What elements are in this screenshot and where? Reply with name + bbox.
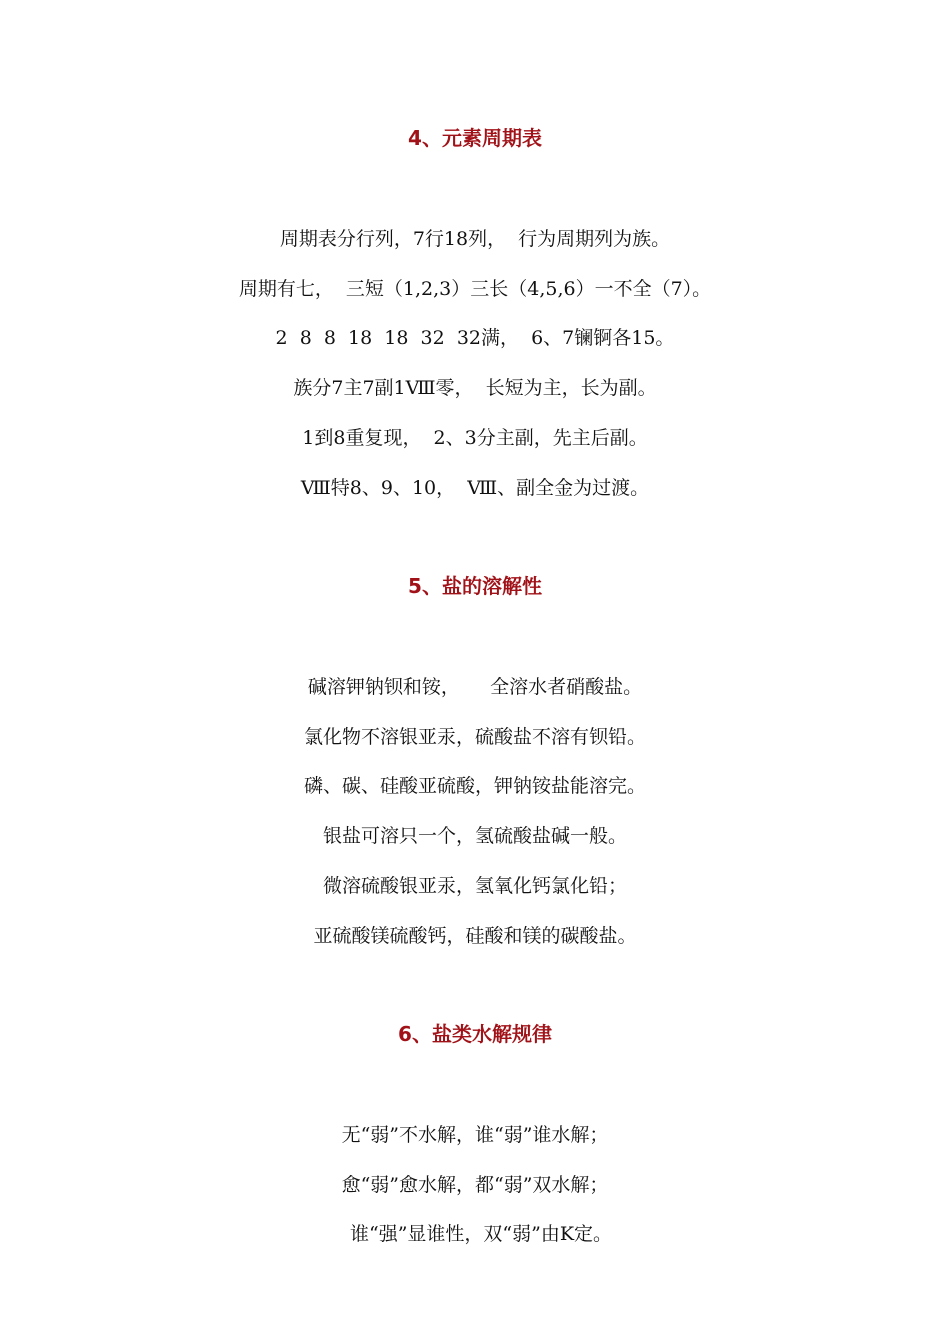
verse-line: 银盐可溶只一个，氢硫酸盐碱一般。 [322,825,627,847]
verse-line: 磷、碳、硅酸亚硫酸，钾钠铵盐能溶完。 [303,775,646,797]
section-heading-salt-solubility: 5、盐的溶解性 [408,574,542,598]
section-heading-salt-hydrolysis: 6、盐类水解规律 [398,1022,552,1046]
verse-line: 2 8 8 18 18 32 32满， 6、7镧锕各15。 [275,327,675,349]
verse-line: 氯化物不溶银亚汞，硫酸盐不溶有钡铅。 [303,726,646,748]
verse-line: 愈“弱”愈水解，都“弱”双水解； [341,1174,609,1196]
verse-line: 亚硫酸镁硫酸钙，硅酸和镁的碳酸盐。 [313,925,637,947]
verse-line: 周期有七， 三短（1,2,3）三长（4,5,6）一不全（7）。 [238,278,712,300]
verse-line: 1到8重复现， 2、3分主副，先主后副。 [302,427,648,449]
verse-line: 周期表分行列，7行18列， 行为周期列为族。 [279,228,671,250]
verse-line: 族分7主7副1Ⅷ零， 长短为主，长为副。 [293,377,657,399]
section-heading-periodic-table: 4、元素周期表 [408,126,542,150]
verse-line: 碱溶钾钠钡和铵， 全溶水者硝酸盐。 [307,676,643,698]
verse-line: Ⅷ特8、9、10， Ⅷ、副全金为过渡。 [300,477,650,499]
verse-line: 微溶硫酸银亚汞，氢氧化钙氯化铅； [322,875,627,897]
verse-line: 无“弱”不水解，谁“弱”谁水解； [341,1124,609,1146]
verse-line: 谁“强”显谁性，双“弱”由K定。 [337,1223,613,1245]
